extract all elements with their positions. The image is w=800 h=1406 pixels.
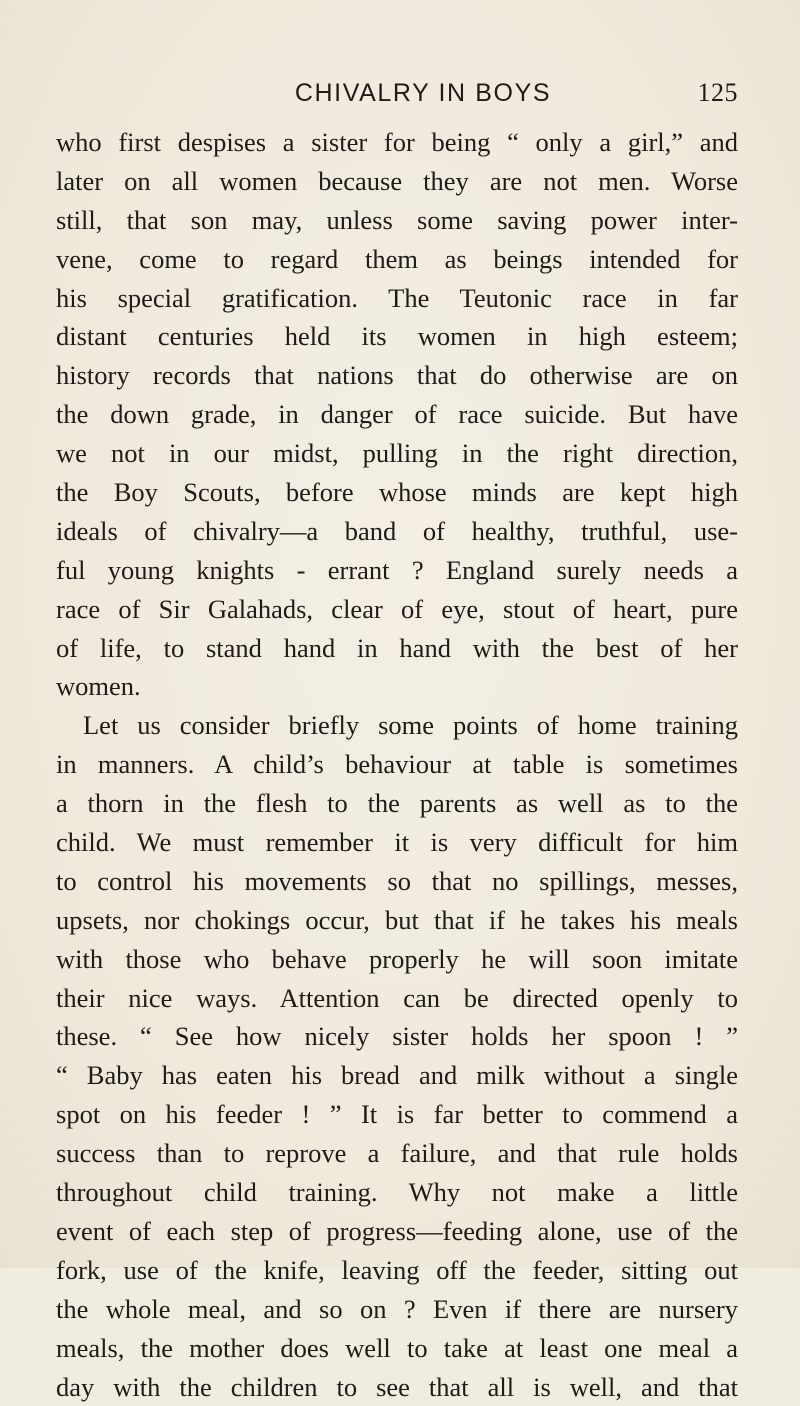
text-line: history records that nations that do otherwise are on: [56, 356, 738, 395]
text-line: to control his movements so that no spillings, messes,: [56, 862, 738, 901]
text-line: the whole meal, and so on ? Even if there are nursery: [56, 1290, 738, 1329]
text-line: his special gratification. The Teutonic race in far: [56, 279, 738, 318]
text-line: upsets, nor chokings occur, but that if he takes his meals: [56, 901, 738, 940]
text-line: ideals of chivalry—a band of healthy, truthful, use-: [56, 512, 738, 551]
text-line: who first despises a sister for being “ only a girl,” and: [56, 123, 738, 162]
text-line: a thorn in the flesh to the parents as well as to the: [56, 784, 738, 823]
text-line: ful young knights - errant ? England surely needs a: [56, 551, 738, 590]
text-line: later on all women because they are not men. Worse: [56, 162, 738, 201]
running-title: CHIVALRY IN BOYS: [108, 76, 738, 110]
text-line: race of Sir Galahads, clear of eye, stout of heart, pure: [56, 590, 738, 629]
text-line: fork, use of the knife, leaving off the feeder, sitting out: [56, 1251, 738, 1290]
text-line: distant centuries held its women in high esteem;: [56, 317, 738, 356]
text-line: the Boy Scouts, before whose minds are kept high: [56, 473, 738, 512]
text-line: these. “ See how nicely sister holds her spoon ! ”: [56, 1017, 738, 1056]
text-line: meals, the mother does well to take at least one meal a: [56, 1329, 738, 1368]
body-text: [56, 123, 738, 1406]
text-line: still, that son may, unless some saving power inter-: [56, 201, 738, 240]
text-line: the down grade, in danger of race suicide. But have: [56, 395, 738, 434]
text-line: women.: [56, 667, 738, 706]
text-line: day with the children to see that all is well, and that: [56, 1368, 738, 1406]
text-line: with those who behave properly he will soon imitate: [56, 940, 738, 979]
text-line: event of each step of progress—feeding alone, use of the: [56, 1212, 738, 1251]
text-line: we not in our midst, pulling in the right direction,: [56, 434, 738, 473]
text-line: spot on his feeder ! ” It is far better to commend a: [56, 1095, 738, 1134]
text-line: their nice ways. Attention can be directed openly to: [56, 979, 738, 1018]
text-line: Let us consider briefly some points of home training: [56, 706, 738, 745]
text-line: vene, come to regard them as beings intended for: [56, 240, 738, 279]
text-line: child. We must remember it is very difficult for him: [56, 823, 738, 862]
text-line: in manners. A child’s behaviour at table is sometimes: [56, 745, 738, 784]
text-line: throughout child training. Why not make a little: [56, 1173, 738, 1212]
text-line: of life, to stand hand in hand with the best of her: [56, 629, 738, 668]
running-head: [108, 76, 738, 110]
text-line: “ Baby has eaten his bread and milk without a single: [56, 1056, 738, 1095]
text-line: success than to reprove a failure, and that rule holds: [56, 1134, 738, 1173]
page-number: 125: [698, 76, 739, 110]
